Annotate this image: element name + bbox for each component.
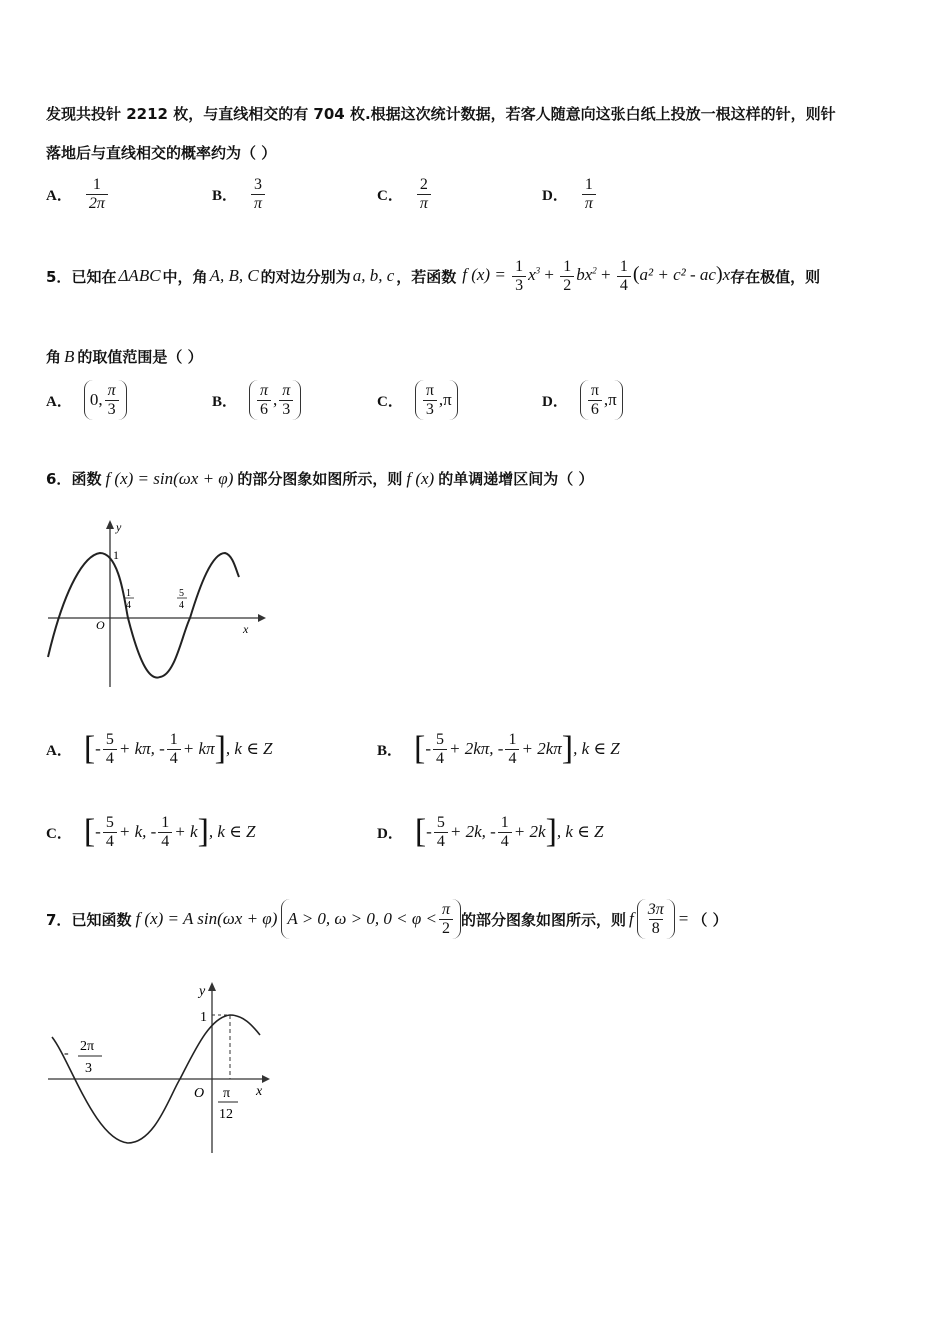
interval: 0, $\frac{\pi}{3}$	[84, 380, 127, 420]
interval: $\frac{\pi}{6}$ , $\frac{\pi}{3}$	[249, 380, 301, 420]
q5-option-c[interactable]	[377, 380, 458, 420]
option-label: A．	[46, 187, 72, 204]
x-axis-arrow	[262, 1075, 270, 1083]
q4-option-b[interactable]	[212, 176, 267, 212]
sine-curve	[48, 553, 239, 678]
y-one-label: 1	[200, 1010, 207, 1025]
tick-label-left-num: 2π	[80, 1039, 95, 1054]
q4-option-d[interactable]	[542, 176, 598, 212]
tick-label-quarter-num: 1	[126, 588, 131, 599]
q5-stem: 5． 已知在 ΔABC 中，角 A, B, C 的对边分别为 a, b, c ，若函数 f (x) = $\frac{1}{3}$ $x^3$ + $\frac{1}{2}$ $bx^2$ + $\frac{1}{4}$ (a² + c² - ac)x 存在极值，则	[46, 258, 821, 294]
q6-option-b[interactable]	[377, 730, 620, 768]
y-label: y	[199, 984, 206, 999]
option-label: D．	[542, 187, 568, 204]
option-label: D．	[542, 393, 568, 410]
option-label: B．	[212, 393, 238, 410]
q4-option-c[interactable]	[377, 176, 433, 212]
option-label: C．	[46, 825, 72, 842]
interval: [ - $\frac{5}{4}$ + kπ, - $\frac{1}{4}$ + kπ ] , k ∈ Z	[83, 730, 273, 767]
fraction: $\frac{1}{\pi}$	[582, 176, 596, 212]
tick-label-five-quarter-den: 4	[179, 600, 184, 611]
q6-option-c[interactable]	[46, 813, 255, 851]
tick-label-left-den: 3	[85, 1061, 92, 1076]
neg-sign: -	[64, 1046, 69, 1061]
tick-label-right-num: π	[223, 1086, 231, 1101]
q7-stem: 7． 已知函数 f (x) = A sin(ωx + φ) A > 0, ω > 0, 0 < φ < $\frac{\pi}{2}$ 的部分图象如图所示，则 f $\frac{3\pi}{8}$ = （ ）	[46, 899, 728, 939]
fraction: $\frac{2}{\pi}$	[417, 176, 431, 212]
interval: [ - $\frac{5}{4}$ + 2kπ, - $\frac{1}{4}$ + 2kπ ] , k ∈ Z	[414, 730, 620, 767]
option-label: C．	[377, 393, 403, 410]
x-label: x	[256, 1084, 263, 1099]
option-label: D．	[377, 825, 403, 842]
q6-option-a[interactable]	[46, 730, 273, 768]
interval: $\frac{\pi}{3}$ ,π	[415, 380, 458, 420]
q6-stem: 6． 函数 f (x) = sin(ωx + φ) 的部分图象如图所示，则 f (x) 的单调递增区间为（ ）	[46, 468, 594, 488]
origin-label: O	[96, 618, 105, 632]
tick-label-quarter-den: 4	[126, 600, 131, 611]
q7-function: f (x) = A sin(ωx + φ)	[135, 909, 278, 929]
interval: [ - $\frac{5}{4}$ + k, - $\frac{1}{4}$ + k ] , k ∈ Z	[83, 813, 256, 850]
x-axis-arrow	[258, 614, 266, 622]
option-label: B．	[212, 187, 238, 204]
x-label: x	[243, 622, 249, 636]
y-label: y	[116, 520, 122, 534]
q5-option-b[interactable]	[212, 380, 301, 420]
y-one-label: 1	[113, 548, 119, 562]
option-label: C．	[377, 187, 403, 204]
option-label: A．	[46, 393, 72, 410]
interval: $\frac{\pi}{6}$ ,π	[580, 380, 623, 420]
fraction: $\frac{3}{\pi}$	[251, 176, 265, 212]
q5-option-d[interactable]	[542, 380, 623, 420]
q5-option-a[interactable]	[46, 380, 127, 420]
q7-graph	[40, 975, 280, 1155]
q7-condition: A > 0, ω > 0, 0 < φ < $\frac{\pi}{2}$	[281, 899, 461, 939]
tick-label-five-quarter-num: 5	[179, 588, 184, 599]
q4-text-line1: 发现共投针 2212 枚，与直线相交的有 704 枚.根据这次统计数据，若客人随意向这张白纸上投放一根这样的针，则针	[46, 105, 836, 123]
q4-text-line2: 落地后与直线相交的概率约为（ ）	[46, 144, 277, 162]
interval: [ - $\frac{5}{4}$ + 2k, - $\frac{1}{4}$ + 2k ] , k ∈ Z	[414, 813, 604, 850]
y-axis-arrow	[106, 520, 114, 529]
q6-function: f (x) = sin(ωx + φ)	[105, 468, 234, 488]
option-label: A．	[46, 742, 72, 759]
q4-option-a[interactable]	[46, 176, 110, 212]
q7-argument: $\frac{3\pi}{8}$	[637, 899, 675, 939]
fraction: $\frac{1}{2\pi}$	[86, 176, 108, 212]
y-axis-arrow	[208, 982, 216, 991]
q6-graph	[40, 515, 270, 690]
q5-function: f (x) = $\frac{1}{3}$ $x^3$ + $\frac{1}{2}$ $bx^2$ + $\frac{1}{4}$ (a² + c² - ac)x	[462, 258, 731, 294]
q5-stem-line2: 角 B 的取值范围是（ ）	[46, 347, 203, 366]
q6-option-d[interactable]	[377, 813, 603, 851]
origin-label: O	[194, 1086, 205, 1101]
tick-label-right-den: 12	[219, 1107, 233, 1122]
option-label: B．	[377, 742, 403, 759]
